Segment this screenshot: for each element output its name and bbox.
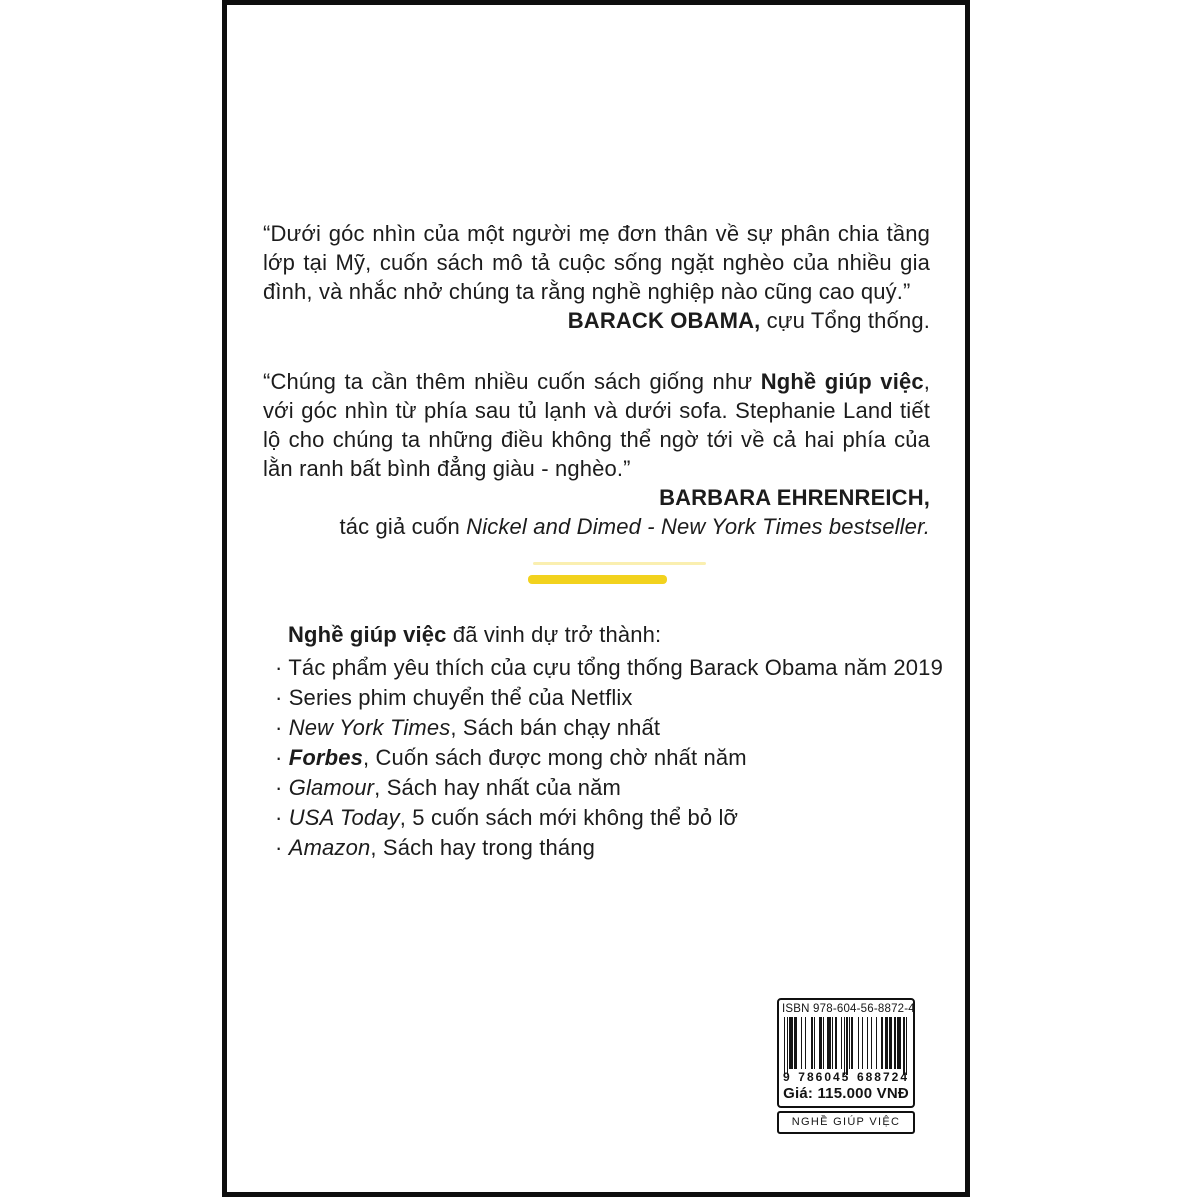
barcode-digits-left: 786045 xyxy=(798,1070,851,1084)
quote-obama-attribution: BARACK OBAMA, cựu Tổng thống. xyxy=(567,308,930,333)
quote-ehrenreich-text: “Chúng ta cần thêm nhiều cuốn sách giống như Nghề giúp việc, với góc nhìn từ phía sau tủ lạnh và dưới sofa. Stephanie Land tiết lộ cho chúng ta những điều không thể ngờ tới về cả hai phía của lằn ranh bất bình đẳng giàu - nghèo.” xyxy=(263,369,930,481)
isbn-label: ISBN 978-604-56-8872-4 xyxy=(782,1003,915,1015)
list-item: · USA Today, 5 cuốn sách mới không thể bỏ lỡ xyxy=(275,805,739,830)
isbn-box xyxy=(777,998,915,1108)
accolades-list xyxy=(275,653,959,863)
barcode-bars xyxy=(784,1017,908,1075)
list-item: · New York Times, Sách bán chạy nhất xyxy=(275,715,661,740)
barcode-block xyxy=(777,998,915,1134)
list-item: · Tác phẩm yêu thích của cựu tổng thống Barack Obama năm 2019 xyxy=(275,655,943,680)
list-item: · Amazon, Sách hay trong tháng xyxy=(275,835,596,860)
price-label: Giá: 115.000 VNĐ xyxy=(783,1085,909,1102)
book-back-cover xyxy=(222,0,970,1197)
quote-ehrenreich xyxy=(263,367,930,541)
list-item: · Series phim chuyển thể của Netflix xyxy=(275,685,633,710)
quote-ehrenreich-attribution: BARBARA EHRENREICH, xyxy=(659,485,930,510)
book-title-label: NGHỀ GIÚP VIỆC xyxy=(777,1111,915,1134)
barcode-digits xyxy=(782,1070,910,1084)
quote-obama xyxy=(263,219,930,335)
quote-obama-text: “Dưới góc nhìn của một người mẹ đơn thân về sự phân chia tầng lớp tại Mỹ, cuốn sách mô tả cuộc sống ngặt nghèo của nhiều gia đình, và nhắc nhở chúng ta rằng nghề nghiệp nào cũng cao quý.” xyxy=(263,221,930,304)
accolades-intro: Nghề giúp việc đã vinh dự trở thành: xyxy=(288,622,662,647)
yellow-divider-bar xyxy=(528,575,667,584)
barcode-digit-lead: 9 xyxy=(783,1070,792,1084)
accolades-section xyxy=(275,620,959,863)
barcode-digits-right: 688724 xyxy=(856,1070,909,1084)
list-item: · Forbes, Cuốn sách được mong chờ nhất năm xyxy=(275,745,747,770)
divider-faint-line xyxy=(533,562,706,565)
quote-ehrenreich-attribution-source: tác giả cuốn Nickel and Dimed - New York Times bestseller. xyxy=(339,514,930,539)
list-item: · Glamour, Sách hay nhất của năm xyxy=(275,775,621,800)
